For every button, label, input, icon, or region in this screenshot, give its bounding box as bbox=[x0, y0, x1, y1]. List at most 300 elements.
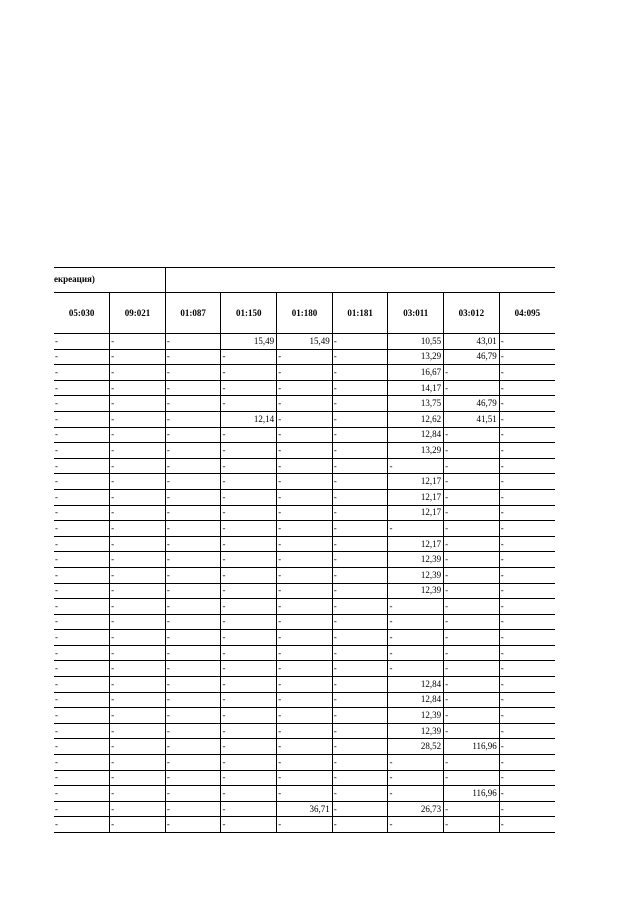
table-cell: - bbox=[54, 380, 110, 396]
table-row bbox=[54, 334, 555, 350]
table-cell: 12,17 bbox=[388, 489, 444, 505]
table-row bbox=[54, 505, 555, 521]
table-cell: - bbox=[499, 552, 555, 568]
table-cell: - bbox=[221, 677, 277, 693]
table-cell: 15,49 bbox=[221, 334, 277, 350]
table-cell: - bbox=[165, 786, 221, 802]
table-row bbox=[54, 411, 555, 427]
table-row bbox=[54, 489, 555, 505]
table-cell: - bbox=[221, 474, 277, 490]
table-cell: - bbox=[499, 770, 555, 786]
table-cell: - bbox=[332, 630, 388, 646]
table-cell: - bbox=[444, 755, 500, 771]
table-cell: - bbox=[54, 567, 110, 583]
table-cell: - bbox=[165, 801, 221, 817]
table-cell: - bbox=[54, 755, 110, 771]
column-header: 09:021 bbox=[110, 293, 166, 334]
table-cell: - bbox=[499, 677, 555, 693]
table-cell: - bbox=[54, 661, 110, 677]
table-cell: - bbox=[54, 708, 110, 724]
table-cell: - bbox=[332, 521, 388, 537]
column-header-row bbox=[54, 293, 555, 334]
table-cell: - bbox=[332, 708, 388, 724]
table-cell: - bbox=[444, 567, 500, 583]
table-cell: - bbox=[221, 692, 277, 708]
table-cell: - bbox=[165, 630, 221, 646]
table-cell: - bbox=[221, 349, 277, 365]
table-cell: - bbox=[221, 443, 277, 459]
table-cell: - bbox=[110, 489, 166, 505]
table-cell: - bbox=[165, 411, 221, 427]
table-cell: - bbox=[165, 614, 221, 630]
table-cell: - bbox=[110, 630, 166, 646]
table-row bbox=[54, 661, 555, 677]
column-header: 01:087 bbox=[165, 293, 221, 334]
table-cell: - bbox=[165, 489, 221, 505]
table-cell: 12,17 bbox=[388, 536, 444, 552]
table-row bbox=[54, 614, 555, 630]
table-row bbox=[54, 817, 555, 833]
table-cell: - bbox=[444, 770, 500, 786]
table-cell: - bbox=[110, 536, 166, 552]
table-cell: - bbox=[388, 661, 444, 677]
table-cell: - bbox=[221, 614, 277, 630]
table-cell: - bbox=[54, 458, 110, 474]
table-cell: - bbox=[277, 770, 333, 786]
table-cell: - bbox=[388, 786, 444, 802]
table-cell: - bbox=[221, 645, 277, 661]
table-cell: - bbox=[332, 474, 388, 490]
table-cell: - bbox=[165, 349, 221, 365]
table-cell: - bbox=[54, 334, 110, 350]
table-cell: - bbox=[54, 677, 110, 693]
table-cell: - bbox=[221, 599, 277, 615]
table-cell: - bbox=[277, 817, 333, 833]
table-cell: - bbox=[165, 661, 221, 677]
table-cell: - bbox=[444, 645, 500, 661]
column-header: 04:095 bbox=[499, 293, 555, 334]
table-cell: - bbox=[110, 365, 166, 381]
table-cell: - bbox=[388, 645, 444, 661]
table-cell: - bbox=[54, 786, 110, 802]
table-cell: 12,62 bbox=[388, 411, 444, 427]
table-cell: - bbox=[499, 334, 555, 350]
table-cell: - bbox=[165, 521, 221, 537]
table-cell: - bbox=[444, 583, 500, 599]
table-cell: - bbox=[444, 661, 500, 677]
table-cell: - bbox=[54, 599, 110, 615]
table-cell: - bbox=[277, 567, 333, 583]
table-cell: - bbox=[499, 723, 555, 739]
table-cell: - bbox=[277, 692, 333, 708]
table-row bbox=[54, 396, 555, 412]
table-cell: - bbox=[332, 661, 388, 677]
table-cell: - bbox=[54, 552, 110, 568]
table-cell: - bbox=[54, 474, 110, 490]
table-cell: 12,39 bbox=[388, 708, 444, 724]
table-cell: 12,39 bbox=[388, 723, 444, 739]
table-cell: - bbox=[388, 817, 444, 833]
table-cell: - bbox=[165, 458, 221, 474]
table-cell: - bbox=[332, 427, 388, 443]
table-cell: - bbox=[332, 786, 388, 802]
table-cell: - bbox=[165, 505, 221, 521]
table-row bbox=[54, 645, 555, 661]
table-cell: - bbox=[332, 755, 388, 771]
table-cell: - bbox=[277, 505, 333, 521]
table-cell: - bbox=[277, 645, 333, 661]
table-cell: 15,49 bbox=[277, 334, 333, 350]
table-cell: - bbox=[444, 677, 500, 693]
table-cell: - bbox=[499, 645, 555, 661]
table-cell: 13,75 bbox=[388, 396, 444, 412]
table-cell: 26,73 bbox=[388, 801, 444, 817]
table-cell: - bbox=[165, 365, 221, 381]
table-cell: - bbox=[54, 583, 110, 599]
table-row bbox=[54, 770, 555, 786]
table-row bbox=[54, 458, 555, 474]
table-row bbox=[54, 599, 555, 615]
table-cell: - bbox=[54, 817, 110, 833]
table-cell: - bbox=[277, 458, 333, 474]
table-cell: - bbox=[332, 583, 388, 599]
table-cell: - bbox=[221, 505, 277, 521]
table-cell: - bbox=[110, 708, 166, 724]
table-cell: - bbox=[499, 708, 555, 724]
table-cell: - bbox=[499, 817, 555, 833]
table-cell: - bbox=[499, 365, 555, 381]
table-cell: - bbox=[499, 489, 555, 505]
table-row bbox=[54, 801, 555, 817]
table-cell: - bbox=[110, 458, 166, 474]
table-cell: - bbox=[54, 349, 110, 365]
table-cell: 41,51 bbox=[444, 411, 500, 427]
table-cell: - bbox=[444, 505, 500, 521]
table-cell: 12,17 bbox=[388, 474, 444, 490]
table-row bbox=[54, 365, 555, 381]
table-cell: - bbox=[444, 365, 500, 381]
table-cell: - bbox=[54, 411, 110, 427]
table-cell: - bbox=[499, 411, 555, 427]
table-cell: - bbox=[444, 614, 500, 630]
table-cell: - bbox=[165, 770, 221, 786]
table-cell: - bbox=[165, 817, 221, 833]
table-cell: - bbox=[110, 521, 166, 537]
table-cell: - bbox=[110, 552, 166, 568]
table-cell: - bbox=[332, 614, 388, 630]
table-cell: - bbox=[444, 443, 500, 459]
table-cell: - bbox=[221, 755, 277, 771]
table-cell: - bbox=[221, 458, 277, 474]
table-cell: - bbox=[221, 489, 277, 505]
table-row bbox=[54, 723, 555, 739]
table-cell: - bbox=[499, 567, 555, 583]
table-cell: - bbox=[221, 521, 277, 537]
table-cell: - bbox=[388, 599, 444, 615]
table-cell: - bbox=[165, 645, 221, 661]
table-cell: - bbox=[221, 396, 277, 412]
table-cell: - bbox=[110, 567, 166, 583]
table-cell: - bbox=[165, 380, 221, 396]
table-cell: - bbox=[444, 521, 500, 537]
table-cell: - bbox=[277, 380, 333, 396]
table-cell: - bbox=[110, 505, 166, 521]
table-cell: 12,84 bbox=[388, 692, 444, 708]
table-cell: - bbox=[499, 427, 555, 443]
table-cell: - bbox=[165, 677, 221, 693]
table-cell: 13,29 bbox=[388, 443, 444, 459]
column-header: 03:012 bbox=[444, 293, 500, 334]
table-cell: - bbox=[221, 583, 277, 599]
column-header: 01:181 bbox=[332, 293, 388, 334]
table-cell: - bbox=[332, 739, 388, 755]
table-cell: - bbox=[277, 723, 333, 739]
table-cell: - bbox=[444, 489, 500, 505]
table-cell: 116,96 bbox=[444, 739, 500, 755]
table-cell: - bbox=[221, 786, 277, 802]
table-cell: - bbox=[444, 427, 500, 443]
table-cell: - bbox=[165, 334, 221, 350]
table-cell: - bbox=[499, 474, 555, 490]
table-cell: - bbox=[110, 411, 166, 427]
table-row bbox=[54, 567, 555, 583]
table-cell: - bbox=[54, 489, 110, 505]
table-cell: - bbox=[277, 349, 333, 365]
table-cell: - bbox=[388, 770, 444, 786]
table-cell: 116,96 bbox=[444, 786, 500, 802]
table-cell: - bbox=[332, 489, 388, 505]
table-cell: - bbox=[277, 411, 333, 427]
table-row bbox=[54, 521, 555, 537]
table-cell: - bbox=[277, 677, 333, 693]
table-cell: - bbox=[54, 801, 110, 817]
table-cell: - bbox=[165, 474, 221, 490]
table-cell: - bbox=[54, 723, 110, 739]
table-cell: 36,71 bbox=[277, 801, 333, 817]
table-cell: - bbox=[332, 567, 388, 583]
column-header: 01:180 bbox=[277, 293, 333, 334]
table-cell: - bbox=[332, 411, 388, 427]
table-cell: - bbox=[332, 365, 388, 381]
table-cell: - bbox=[499, 536, 555, 552]
table-cell: - bbox=[444, 536, 500, 552]
table-cell: - bbox=[54, 770, 110, 786]
table-cell: - bbox=[499, 505, 555, 521]
table-cell: - bbox=[54, 427, 110, 443]
table-cell: - bbox=[444, 552, 500, 568]
table-cell: 10,55 bbox=[388, 334, 444, 350]
table-body bbox=[54, 334, 555, 833]
table-cell: - bbox=[388, 521, 444, 537]
table-cell: - bbox=[444, 380, 500, 396]
table-cell: - bbox=[332, 396, 388, 412]
table-cell: 12,17 bbox=[388, 505, 444, 521]
table-cell: - bbox=[277, 739, 333, 755]
table-cell: 13,29 bbox=[388, 349, 444, 365]
table-cell: - bbox=[444, 458, 500, 474]
table-cell: - bbox=[332, 380, 388, 396]
table-cell: - bbox=[277, 365, 333, 381]
group-divider bbox=[165, 267, 166, 293]
table-cell: - bbox=[277, 427, 333, 443]
table-cell: 12,84 bbox=[388, 677, 444, 693]
table-cell: - bbox=[444, 723, 500, 739]
column-header: 01:150 bbox=[221, 293, 277, 334]
table-cell: - bbox=[110, 770, 166, 786]
table-cell: - bbox=[277, 755, 333, 771]
table-cell: - bbox=[444, 474, 500, 490]
table-cell: - bbox=[221, 801, 277, 817]
table-cell: - bbox=[388, 755, 444, 771]
table-row bbox=[54, 755, 555, 771]
table-cell: - bbox=[54, 645, 110, 661]
table-cell: - bbox=[221, 817, 277, 833]
table-cell: - bbox=[499, 630, 555, 646]
table-cell: - bbox=[277, 443, 333, 459]
table-cell: 12,39 bbox=[388, 583, 444, 599]
table-cell: - bbox=[221, 630, 277, 646]
table-row bbox=[54, 708, 555, 724]
table-cell: - bbox=[110, 677, 166, 693]
table-cell: - bbox=[332, 645, 388, 661]
table-cell: - bbox=[444, 801, 500, 817]
table-cell: - bbox=[165, 567, 221, 583]
table-cell: - bbox=[165, 708, 221, 724]
table-cell: - bbox=[110, 723, 166, 739]
table-cell: 12,39 bbox=[388, 552, 444, 568]
table-cell: - bbox=[499, 801, 555, 817]
column-header: 05:030 bbox=[54, 293, 110, 334]
table-row bbox=[54, 630, 555, 646]
table-cell: - bbox=[110, 380, 166, 396]
table-row bbox=[54, 380, 555, 396]
table-row bbox=[54, 677, 555, 693]
table-cell: - bbox=[165, 443, 221, 459]
table-cell: - bbox=[54, 630, 110, 646]
group-header-band bbox=[54, 267, 555, 293]
table-cell: - bbox=[110, 661, 166, 677]
table-cell: - bbox=[110, 692, 166, 708]
table-cell: - bbox=[54, 521, 110, 537]
table-cell: - bbox=[165, 755, 221, 771]
table-cell: 12,84 bbox=[388, 427, 444, 443]
table-cell: - bbox=[332, 770, 388, 786]
table-cell: - bbox=[499, 443, 555, 459]
table-cell: - bbox=[54, 614, 110, 630]
table-cell: - bbox=[499, 755, 555, 771]
table-cell: - bbox=[110, 334, 166, 350]
table-cell: - bbox=[165, 723, 221, 739]
table-cell: - bbox=[165, 396, 221, 412]
table-cell: - bbox=[277, 396, 333, 412]
table-cell: - bbox=[54, 505, 110, 521]
table-cell: - bbox=[165, 583, 221, 599]
table-row bbox=[54, 536, 555, 552]
table-cell: 28,52 bbox=[388, 739, 444, 755]
table-cell: - bbox=[499, 599, 555, 615]
table-cell: - bbox=[499, 739, 555, 755]
table-cell: - bbox=[277, 489, 333, 505]
table-cell: 12,14 bbox=[221, 411, 277, 427]
table-cell: - bbox=[499, 458, 555, 474]
table-cell: - bbox=[110, 396, 166, 412]
table-cell: - bbox=[332, 458, 388, 474]
table-cell: - bbox=[332, 677, 388, 693]
table-cell: 46,79 bbox=[444, 396, 500, 412]
table-cell: - bbox=[332, 817, 388, 833]
table-cell: - bbox=[499, 614, 555, 630]
table-cell: - bbox=[277, 521, 333, 537]
table-cell: 16,67 bbox=[388, 365, 444, 381]
table-cell: 14,17 bbox=[388, 380, 444, 396]
table-cell: - bbox=[277, 552, 333, 568]
table-row bbox=[54, 443, 555, 459]
table-row bbox=[54, 552, 555, 568]
table-cell: - bbox=[110, 599, 166, 615]
table-cell: - bbox=[444, 817, 500, 833]
table-cell: - bbox=[499, 583, 555, 599]
table-row bbox=[54, 349, 555, 365]
table-row bbox=[54, 474, 555, 490]
table-cell: - bbox=[332, 692, 388, 708]
group-label: екреация) bbox=[54, 274, 95, 284]
table-cell: - bbox=[165, 599, 221, 615]
table-cell: - bbox=[499, 786, 555, 802]
table-cell: - bbox=[221, 567, 277, 583]
table-cell: - bbox=[277, 614, 333, 630]
table-cell: - bbox=[499, 349, 555, 365]
table-cell: - bbox=[221, 661, 277, 677]
table-cell: - bbox=[54, 443, 110, 459]
table-cell: - bbox=[221, 739, 277, 755]
table-cell: - bbox=[332, 723, 388, 739]
table-cell: - bbox=[499, 692, 555, 708]
table-cell: - bbox=[165, 552, 221, 568]
table-cell: - bbox=[499, 380, 555, 396]
table-cell: - bbox=[332, 505, 388, 521]
table-cell: - bbox=[54, 692, 110, 708]
table-cell: - bbox=[499, 521, 555, 537]
column-header: 03:011 bbox=[388, 293, 444, 334]
table-cell: - bbox=[332, 552, 388, 568]
table-cell: - bbox=[388, 458, 444, 474]
table-cell: - bbox=[110, 349, 166, 365]
table-cell: - bbox=[221, 380, 277, 396]
table-cell: - bbox=[277, 786, 333, 802]
table-row bbox=[54, 786, 555, 802]
table-cell: - bbox=[444, 630, 500, 646]
tariff-table bbox=[54, 293, 555, 833]
table-cell: 46,79 bbox=[444, 349, 500, 365]
table-cell: - bbox=[277, 474, 333, 490]
table-cell: - bbox=[277, 599, 333, 615]
table-cell: - bbox=[110, 583, 166, 599]
table-cell: - bbox=[332, 334, 388, 350]
table-cell: - bbox=[110, 614, 166, 630]
table-cell: - bbox=[388, 630, 444, 646]
table-cell: - bbox=[110, 739, 166, 755]
table-cell: - bbox=[444, 708, 500, 724]
table-cell: - bbox=[110, 755, 166, 771]
table-cell: 12,39 bbox=[388, 567, 444, 583]
table-cell: - bbox=[110, 801, 166, 817]
table-cell: - bbox=[54, 536, 110, 552]
table-cell: - bbox=[165, 692, 221, 708]
table-cell: - bbox=[221, 723, 277, 739]
table-cell: - bbox=[110, 786, 166, 802]
table-cell: - bbox=[277, 630, 333, 646]
table-cell: - bbox=[165, 427, 221, 443]
